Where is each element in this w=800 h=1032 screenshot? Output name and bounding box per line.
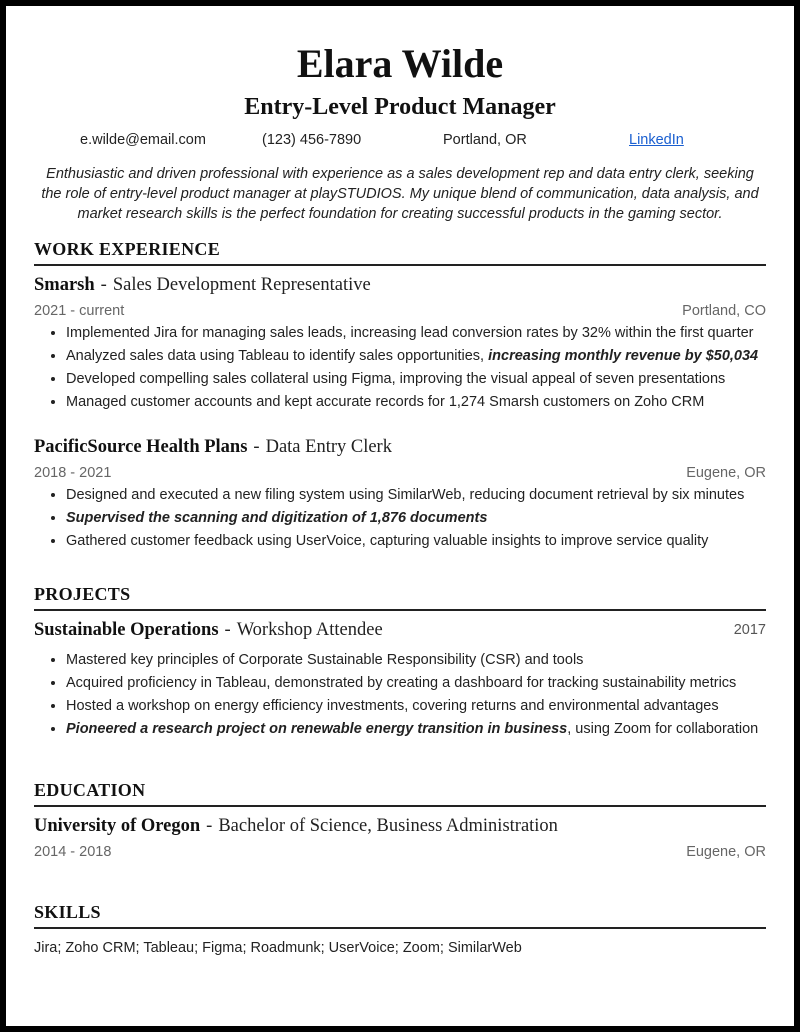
role-dates: 2018 - 2021 bbox=[34, 465, 112, 481]
role-location: Eugene, OR bbox=[686, 465, 766, 481]
linkedin-link[interactable]: LinkedIn bbox=[629, 132, 684, 148]
summary-text: Enthusiastic and driven professional with experience as a sales development rep and data entry clerk, seeking the role of entry-level product manager at playSTUDIOS. My unique blend of communication, data analysis, and market research skills is the perfect foundation for creating successful products in the gaming sector. bbox=[41, 166, 759, 222]
contact-row bbox=[34, 132, 766, 154]
work-entry bbox=[34, 272, 766, 414]
role-meta bbox=[34, 462, 766, 484]
role-dates: 2021 - current bbox=[34, 303, 125, 319]
role-location: Portland, CO bbox=[682, 303, 766, 319]
email-text: e.wilde@email.com bbox=[80, 132, 206, 148]
list-item: • Pioneered a research project on renewable energy transition in business, using Zoom for collaboration bbox=[66, 718, 766, 741]
project-heading bbox=[34, 617, 766, 643]
section-title-projects: PROJECTS bbox=[34, 583, 766, 611]
school-name: University of Oregon bbox=[34, 816, 201, 836]
separator: - bbox=[206, 816, 213, 836]
list-item: • Analyzed sales data using Tableau to identify sales opportunities, increasing monthly revenue by $50,034 bbox=[66, 345, 766, 368]
project-name: Sustainable Operations bbox=[34, 620, 219, 640]
list-item: • Acquired proficiency in Tableau, demonstrated by creating a dashboard for tracking sustainability metrics bbox=[66, 672, 766, 695]
separator: - bbox=[224, 620, 231, 640]
list-item: • Mastered key principles of Corporate Sustainable Responsibility (CSR) and tools bbox=[66, 649, 766, 672]
section-title-work: WORK EXPERIENCE bbox=[34, 238, 766, 266]
separator: - bbox=[100, 275, 107, 295]
list-item: • Managed customer accounts and kept accurate records for 1,274 Smarsh customers on Zoho CRM bbox=[66, 391, 766, 414]
education-location: Eugene, OR bbox=[686, 844, 766, 860]
list-item: • Developed compelling sales collateral using Figma, improving the visual appeal of seven presentations bbox=[66, 368, 766, 391]
phone-text: (123) 456-7890 bbox=[262, 132, 362, 148]
company-name: Smarsh bbox=[34, 275, 95, 295]
skills-list: Jira; Zoho CRM; Tableau; Figma; Roadmunk; UserVoice; Zoom; SimilarWeb bbox=[34, 940, 522, 956]
job-title: Entry-Level Product Manager bbox=[244, 94, 556, 120]
candidate-name: Elara Wilde bbox=[296, 41, 504, 86]
separator: - bbox=[253, 437, 260, 457]
location-text: Portland, OR bbox=[443, 132, 527, 148]
degree-name: Bachelor of Science, Business Administration bbox=[218, 816, 558, 836]
project-role: Workshop Attendee bbox=[236, 620, 383, 640]
list-item: • Designed and executed a new filing system using SimilarWeb, reducing document retrieval by six minutes bbox=[66, 484, 766, 507]
section-title-skills: SKILLS bbox=[34, 901, 766, 929]
education-dates: 2014 - 2018 bbox=[34, 844, 112, 860]
work-entry bbox=[34, 434, 766, 553]
company-name: PacificSource Health Plans bbox=[34, 437, 248, 457]
project-year: 2017 bbox=[733, 622, 766, 638]
bullet-list bbox=[34, 484, 766, 553]
education-meta bbox=[34, 841, 766, 863]
list-item: • Implemented Jira for managing sales leads, increasing lead conversion rates by 32% within the first quarter bbox=[66, 322, 766, 345]
project-entry bbox=[34, 617, 766, 741]
list-item: • Hosted a workshop on energy efficiency investments, covering returns and environmental advantages bbox=[66, 695, 766, 718]
section-title-education: EDUCATION bbox=[34, 779, 766, 807]
role-title: Data Entry Clerk bbox=[265, 437, 392, 457]
list-item: • Supervised the scanning and digitization of 1,876 documents bbox=[66, 507, 766, 530]
role-heading bbox=[34, 434, 766, 460]
education-entry bbox=[34, 813, 766, 863]
role-meta bbox=[34, 300, 766, 322]
resume-page bbox=[34, 6, 766, 959]
bullet-list bbox=[34, 649, 766, 741]
bullet-list bbox=[34, 322, 766, 414]
role-heading bbox=[34, 272, 766, 298]
role-title: Sales Development Representative bbox=[112, 275, 371, 295]
education-heading bbox=[34, 813, 766, 839]
list-item: • Gathered customer feedback using UserVoice, capturing valuable insights to improve service quality bbox=[66, 530, 766, 553]
